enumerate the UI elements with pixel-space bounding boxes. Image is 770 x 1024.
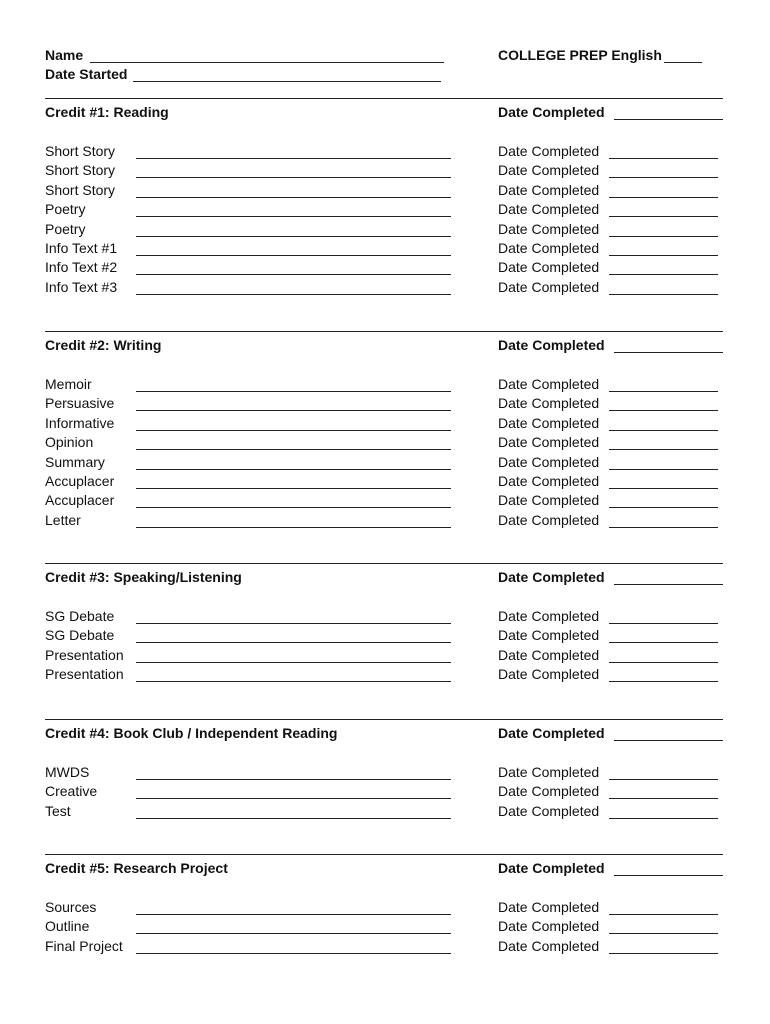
date-completed-label: Date Completed xyxy=(498,220,600,237)
credit-title: Credit #3: Speaking/Listening xyxy=(45,569,242,585)
date-completed-field[interactable] xyxy=(609,469,718,470)
assignment-label: Poetry xyxy=(45,201,86,218)
assignment-field[interactable] xyxy=(136,177,451,178)
date-completed-field[interactable] xyxy=(609,158,718,159)
credit-title: Credit #2: Writing xyxy=(45,337,162,353)
assignment-field[interactable] xyxy=(136,642,451,643)
assignment-label: Opinion xyxy=(45,434,94,451)
assignment-label: Final Project xyxy=(45,937,123,954)
credit-date-completed-label: Date Completed xyxy=(498,725,605,741)
assignment-field[interactable] xyxy=(136,818,451,819)
date-completed-field[interactable] xyxy=(609,294,718,295)
date-completed-field[interactable] xyxy=(609,255,718,256)
date-completed-label: Date Completed xyxy=(498,899,600,915)
assignment-label: Short Story xyxy=(45,143,116,159)
assignment-label: Informative xyxy=(45,414,115,431)
date-completed-field[interactable] xyxy=(609,933,718,934)
credit-date-completed-label: Date Completed xyxy=(498,337,605,353)
date-completed-label: Date Completed xyxy=(498,783,600,800)
date-completed-label: Date Completed xyxy=(498,278,600,295)
assignment-label: SG Debate xyxy=(45,627,115,644)
date-completed-field[interactable] xyxy=(609,236,718,237)
section-divider xyxy=(45,854,723,855)
date-completed-field[interactable] xyxy=(609,527,718,528)
date-completed-field[interactable] xyxy=(609,488,718,489)
section-divider xyxy=(45,719,723,720)
date-started-label: Date Started xyxy=(45,66,128,82)
assignment-field[interactable] xyxy=(136,216,451,217)
date-completed-label: Date Completed xyxy=(498,802,600,819)
assignment-field[interactable] xyxy=(136,914,451,915)
date-started-field[interactable] xyxy=(133,81,441,82)
date-completed-label: Date Completed xyxy=(498,143,600,159)
assignment-label: Info Text #3 xyxy=(45,278,118,295)
date-completed-field[interactable] xyxy=(609,779,718,780)
date-completed-label: Date Completed xyxy=(498,259,600,276)
credit-date-completed-label: Date Completed xyxy=(498,860,605,876)
assignment-field[interactable] xyxy=(136,236,451,237)
course-label: COLLEGE PREP English xyxy=(498,47,662,63)
section-divider xyxy=(45,331,723,332)
date-completed-label: Date Completed xyxy=(498,492,600,509)
date-completed-field[interactable] xyxy=(609,391,718,392)
credit-date-completed-label: Date Completed xyxy=(498,104,605,120)
date-completed-field[interactable] xyxy=(609,274,718,275)
date-completed-field[interactable] xyxy=(609,662,718,663)
date-completed-field[interactable] xyxy=(609,642,718,643)
date-completed-label: Date Completed xyxy=(498,937,600,954)
assignment-field[interactable] xyxy=(136,430,451,431)
assignment-label: Outline xyxy=(45,918,90,935)
credit-date-completed-label: Date Completed xyxy=(498,569,605,585)
assignment-label: Persuasive xyxy=(45,395,115,412)
date-completed-label: Date Completed xyxy=(498,764,600,780)
assignment-field[interactable] xyxy=(136,662,451,663)
date-completed-field[interactable] xyxy=(609,197,718,198)
date-completed-label: Date Completed xyxy=(498,666,600,683)
assignment-label: Memoir xyxy=(45,376,92,392)
assignment-label: Short Story xyxy=(45,181,116,198)
name-field[interactable] xyxy=(90,62,444,63)
assignment-field[interactable] xyxy=(136,623,451,624)
assignment-label: Presentation xyxy=(45,666,124,683)
course-section-field[interactable] xyxy=(664,62,702,63)
credit-date-completed-field[interactable] xyxy=(614,740,723,741)
credit-date-completed-field[interactable] xyxy=(614,875,723,876)
date-completed-label: Date Completed xyxy=(498,395,600,412)
date-completed-field[interactable] xyxy=(609,623,718,624)
assignment-label: Info Text #1 xyxy=(45,240,118,256)
assignment-label: Accuplacer xyxy=(45,473,115,489)
date-completed-label: Date Completed xyxy=(498,511,600,528)
date-completed-label: Date Completed xyxy=(498,627,600,644)
assignment-field[interactable] xyxy=(136,449,451,450)
assignment-field[interactable] xyxy=(136,197,451,198)
assignment-label: MWDS xyxy=(45,764,90,780)
date-completed-label: Date Completed xyxy=(498,240,600,256)
assignment-field[interactable] xyxy=(136,391,451,392)
assignment-field[interactable] xyxy=(136,488,451,489)
assignment-field[interactable] xyxy=(136,294,451,295)
assignment-field[interactable] xyxy=(136,953,451,954)
date-completed-label: Date Completed xyxy=(498,414,600,431)
assignment-field[interactable] xyxy=(136,274,451,275)
assignment-field[interactable] xyxy=(136,933,451,934)
date-completed-field[interactable] xyxy=(609,798,718,799)
assignment-label: Short Story xyxy=(45,162,116,179)
credit-date-completed-field[interactable] xyxy=(614,119,723,120)
assignment-label: Accuplacer xyxy=(45,492,115,509)
date-completed-label: Date Completed xyxy=(498,181,600,198)
assignment-label: Creative xyxy=(45,783,98,800)
date-completed-label: Date Completed xyxy=(498,162,600,179)
assignment-field[interactable] xyxy=(136,158,451,159)
date-completed-label: Date Completed xyxy=(498,201,600,218)
date-completed-field[interactable] xyxy=(609,177,718,178)
credit-title: Credit #4: Book Club / Independent Reading xyxy=(45,725,338,741)
assignment-label: Info Text #2 xyxy=(45,259,118,276)
assignment-label: Presentation xyxy=(45,646,124,663)
assignment-label: Summary xyxy=(45,453,105,470)
date-completed-field[interactable] xyxy=(609,818,718,819)
date-completed-field[interactable] xyxy=(609,914,718,915)
assignment-field[interactable] xyxy=(136,507,451,508)
date-completed-field[interactable] xyxy=(609,410,718,411)
date-completed-label: Date Completed xyxy=(498,646,600,663)
assignment-field[interactable] xyxy=(136,681,451,682)
assignment-field[interactable] xyxy=(136,527,451,528)
credit-title: Credit #5: Research Project xyxy=(45,860,228,876)
assignment-label: Poetry xyxy=(45,220,86,237)
assignment-label: SG Debate xyxy=(45,608,115,624)
date-completed-field[interactable] xyxy=(609,507,718,508)
section-divider xyxy=(45,98,723,99)
assignment-field[interactable] xyxy=(136,798,451,799)
date-completed-label: Date Completed xyxy=(498,453,600,470)
name-label: Name xyxy=(45,47,84,63)
assignment-label: Sources xyxy=(45,899,97,915)
credit-date-completed-field[interactable] xyxy=(614,352,723,353)
date-completed-field[interactable] xyxy=(609,430,718,431)
assignment-field[interactable] xyxy=(136,410,451,411)
assignment-label: Letter xyxy=(45,511,81,528)
credit-date-completed-field[interactable] xyxy=(614,584,723,585)
date-completed-label: Date Completed xyxy=(498,434,600,451)
assignment-field[interactable] xyxy=(136,779,451,780)
date-completed-field[interactable] xyxy=(609,953,718,954)
assignment-field[interactable] xyxy=(136,469,451,470)
date-completed-label: Date Completed xyxy=(498,608,600,624)
assignment-label: Test xyxy=(45,802,71,819)
date-completed-label: Date Completed xyxy=(498,918,600,935)
credit-title: Credit #1: Reading xyxy=(45,104,169,120)
date-completed-field[interactable] xyxy=(609,449,718,450)
assignment-field[interactable] xyxy=(136,255,451,256)
date-completed-label: Date Completed xyxy=(498,473,600,489)
date-completed-field[interactable] xyxy=(609,216,718,217)
date-completed-label: Date Completed xyxy=(498,376,600,392)
date-completed-field[interactable] xyxy=(609,681,718,682)
section-divider xyxy=(45,563,723,564)
